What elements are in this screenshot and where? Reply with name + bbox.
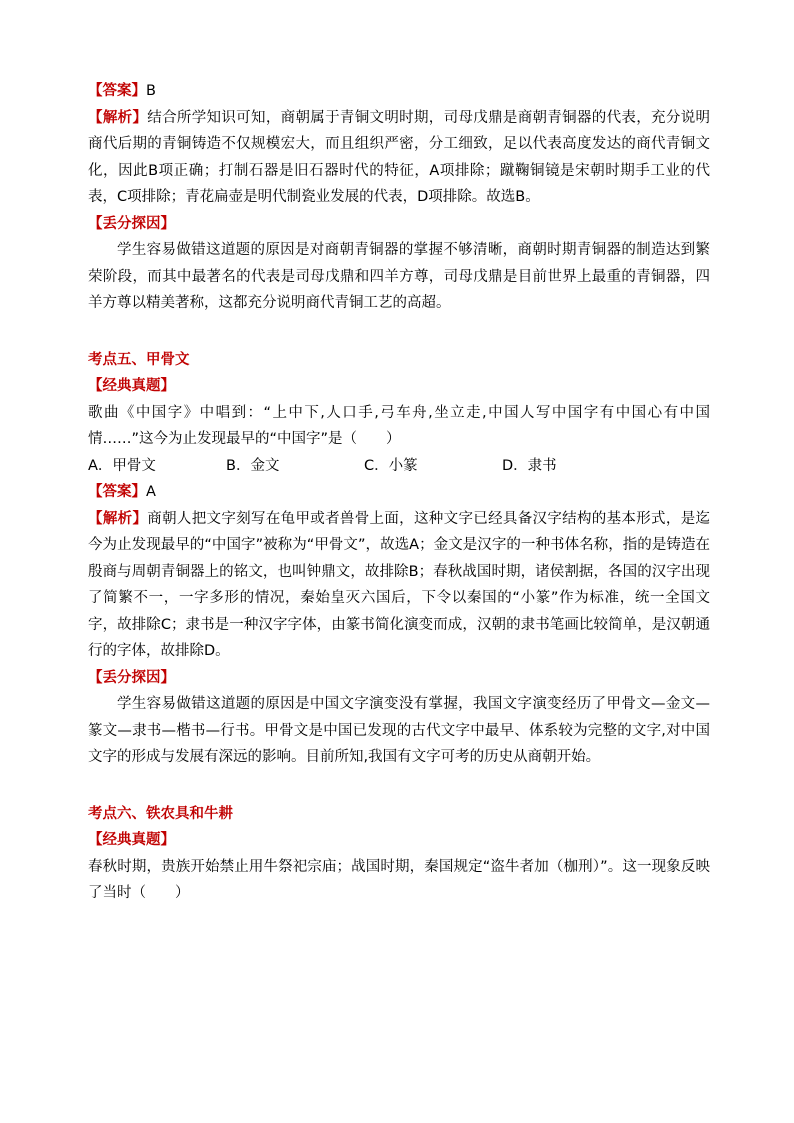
analysis-label-two: 【解析】	[88, 510, 148, 527]
lose-paragraph: 学生容易做错这道题的原因是对商朝青铜器的掌握不够清晰，商朝时期青铜器的制造达到繁荣阶段，而其中最著名的代表是司母戊鼎和四羊方尊，司母戊鼎是目前世界上最重的青铜器，四羊方尊以精美著称，这都充分说明商代青铜工艺的高超。	[88, 242, 710, 311]
analysis-paragraph-two	[88, 506, 710, 665]
option-row	[88, 453, 710, 480]
answer-line	[88, 78, 710, 105]
lose-label-line-two	[88, 665, 710, 692]
analysis-text: 结合所学知识可知，商朝属于青铜文明时期，司母戊鼎是商朝青铜器的代表，充分说明商代后期的青铜铸造不仅规模宏大，而且组织严密，分工细致，足以代表高度发达的商代青铜文化，因此B项正确；打制石器是旧石器时代的特征，A项排除；蹴鞠铜镜是宋朝时期手工业的代表，C项排除；青花扁壶是明代制瓷业发展的代表，D项排除。故选B。	[88, 109, 711, 205]
analysis-label: 【解析】	[88, 109, 148, 126]
section-gap	[88, 317, 710, 347]
answer-line-two	[88, 479, 710, 506]
answer-label: 【答案】	[88, 83, 146, 99]
option-d: D．隶书	[502, 457, 557, 474]
classic-label-three: 【经典真题】	[88, 832, 175, 848]
classic-label-line-three	[88, 827, 710, 854]
analysis-paragraph	[88, 105, 710, 211]
answer-value-two: A	[146, 484, 156, 500]
question-paragraph: 歌曲《中国字》中唱到：“上中下,人口手,弓车舟,坐立走,中国人写中国字有中国心有中国情……”这今为止发现最早的“中国字”是（ ）	[88, 404, 710, 447]
answer-value: B	[146, 83, 156, 99]
analysis-text-two: 商朝人把文字刻写在龟甲或者兽骨上面，这种文字已经具备汉字结构的基本形式，是迄今为止发现最早的“中国字”被称为“甲骨文”，故选A；金文是汉字的一种书体名称，指的是铸造在殷商与周朝青铜器上的铭文，也叫钟鼎文，故排除B；春秋战国时期，诸侯割据，各国的汉字出现了简繁不一，一字多形的情况，秦始皇灭六国后，下令以秦国的“小篆”作为标准，统一全国文字，故排除C；隶书是一种汉字字体，由篆书简化演变而成，汉朝的隶书笔画比较简单，是汉朝通行的字体，故排除D。	[88, 510, 711, 659]
classic-label: 【经典真题】	[88, 378, 175, 394]
lose-label-two: 【丢分探因】	[88, 669, 175, 686]
document-content	[88, 78, 710, 907]
option-c: C．小篆	[364, 457, 418, 474]
lose-paragraph-two: 学生容易做错这道题的原因是中国文字演变没有掌握，我国文字演变经历了甲骨文—金文—篆文—隶书—楷书—行书。甲骨文是中国已发现的古代文字中最早、体系较为完整的文字,对中国文字的形成与发展有深远的影响。目前所知,我国有文字可考的历史从商朝开始。	[88, 696, 710, 765]
section-title-six: 考点六、铁农具和牛耕	[88, 804, 233, 822]
classic-label-line	[88, 373, 710, 400]
lose-label-line	[88, 211, 710, 238]
lose-label: 【丢分探因】	[88, 215, 175, 232]
section-title-five: 考点五、甲骨文	[88, 350, 190, 368]
question-paragraph-three: 春秋时期，贵族开始禁止用牛祭祀宗庙；战国时期，秦国规定“盗牛者加（枷刑）”。这一现象反映了当时（ ）	[88, 858, 710, 901]
section-gap-two	[88, 771, 710, 801]
answer-label-two: 【答案】	[88, 484, 146, 500]
option-a: A．甲骨文	[88, 457, 156, 474]
option-b: B．金文	[226, 457, 280, 474]
